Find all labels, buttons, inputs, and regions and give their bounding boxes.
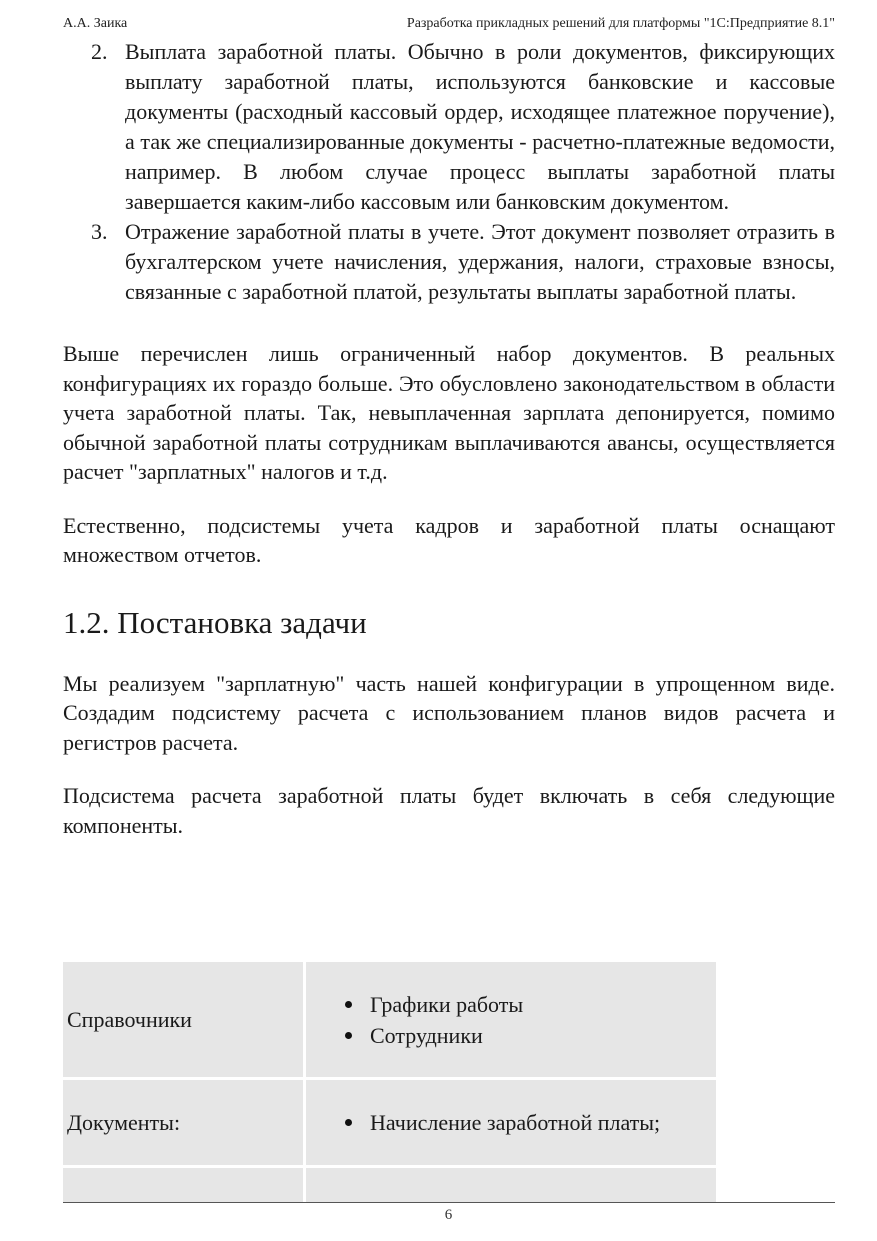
list-item [63, 217, 835, 307]
list-item-number: 3. [91, 219, 108, 244]
table-cell-items [306, 1080, 716, 1168]
components-table [63, 962, 716, 1208]
numbered-list [63, 37, 835, 307]
bullet-item: Начисление заработной платы; [310, 1107, 712, 1138]
header-document-title: Разработка прикладных решений для платформы "1С:Предприятие 8.1" [406, 16, 835, 31]
page-content [63, 37, 835, 840]
table-row [63, 1080, 716, 1168]
table-cell-category: Справочники [63, 962, 306, 1080]
footer-divider [63, 1202, 835, 1203]
paragraph-reports: Естественно, подсистемы учета кадров и заработной платы оснащают множеством отчетов. [63, 512, 835, 567]
paragraph-implementation: Мы реализуем "зарплатную" часть нашей конфигурации в упрощенном виде. Создадим подсистему расчета с использованием планов видов расчета и регистров расчета. [63, 670, 835, 755]
page-number: 6 [444, 1207, 453, 1223]
table-row [63, 962, 716, 1080]
list-item-number: 2. [91, 39, 108, 64]
table-cell-category: Документы: [63, 1080, 306, 1168]
bullet-item: Графики работы [310, 989, 712, 1020]
list-item-text: Выплата заработной платы. Обычно в роли документов, фиксирующих выплату заработной платы, используются банковские и кассовые документы (расходный кассовый ордер, исходящее платежное поручение), а так же специализированные документы - расчетно-платежные ведомости, например. В любом случае процесс выплаты заработной платы завершается каким-либо кассовым или банковским документом. [125, 39, 835, 214]
bullet-list [310, 989, 712, 1051]
page-header [63, 14, 835, 34]
list-item-text: Отражение заработной платы в учете. Этот документ позволяет отразить в бухгалтерском учете начисления, удержания, налоги, страховые взносы, связанные с заработной платой, результаты выплаты заработной платы. [125, 219, 835, 304]
paragraph-documents-set: Выше перечислен лишь ограниченный набор документов. В реальных конфигурациях их гораздо больше. Это обусловлено законодательством в области учета заработной платы. Так, невыплаченная зарплата депонируется, помимо обычной заработной платы сотрудникам выплачиваются авансы, осуществляется расчет "зарплатных" налогов и т.д. [63, 341, 835, 484]
list-item [63, 37, 835, 217]
paragraph-components-intro: Подсистема расчета заработной платы будет включать в себя следующие компоненты. [63, 783, 835, 838]
bullet-item: Сотрудники [310, 1020, 712, 1051]
table-cell-items [306, 962, 716, 1080]
section-heading: 1.2. Постановка задачи [63, 604, 367, 640]
header-author: А.А. Заика [63, 16, 128, 31]
bullet-list [310, 1107, 712, 1138]
